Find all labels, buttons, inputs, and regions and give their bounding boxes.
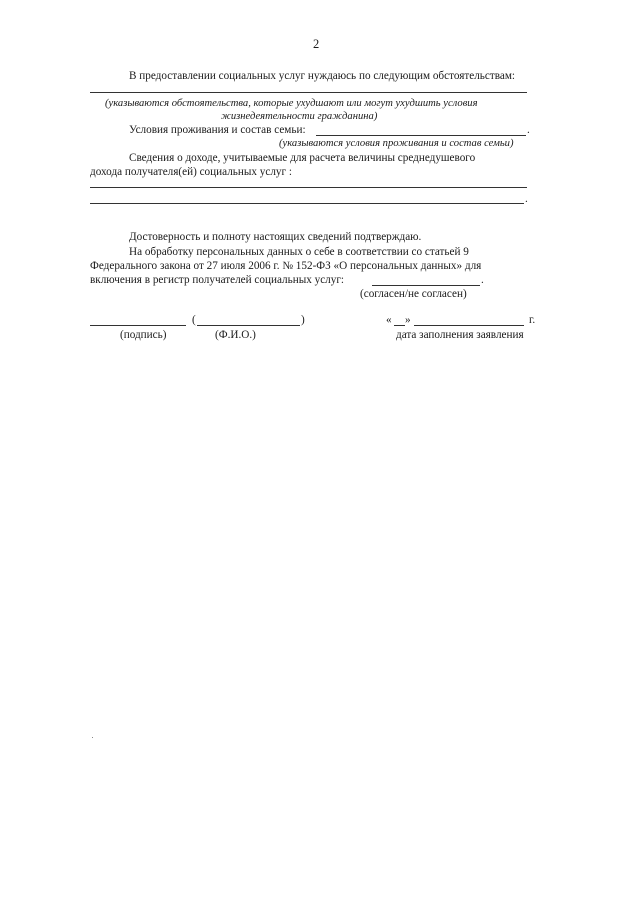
- needs-hint-line1: (указываются обстоятельства, которые ухудшают или могут ухудшить условия: [105, 98, 478, 109]
- fio-fill-line[interactable]: [197, 325, 300, 326]
- date-month-fill-line[interactable]: [414, 325, 524, 326]
- living-period: .: [527, 124, 530, 136]
- fio-paren-close: ): [301, 314, 305, 326]
- living-hint: (указываются условия проживания и состав семьи): [279, 138, 514, 149]
- consent-period: .: [481, 274, 484, 286]
- needs-hint-line2: жизнедеятельности гражданина): [221, 111, 378, 122]
- consent-hint: (согласен/не согласен): [360, 288, 467, 300]
- page-number: 2: [313, 37, 320, 51]
- income-fill-line2[interactable]: [90, 203, 524, 204]
- confirm-text: Достоверность и полноту настоящих сведений подтверждаю.: [129, 231, 422, 243]
- income-fill-line1[interactable]: [90, 187, 527, 188]
- consent-line1: На обработку персональных данных о себе в соответствии со статьей 9: [129, 246, 469, 258]
- living-label: Условия проживания и состав семьи:: [129, 124, 306, 136]
- date-day-fill-line[interactable]: [394, 325, 405, 326]
- income-period: .: [525, 193, 528, 205]
- income-line1: Сведения о доходе, учитываемые для расчета величины среднедушевого: [129, 152, 476, 164]
- scan-speck: [92, 737, 93, 738]
- income-line2: дохода получателя(ей) социальных услуг :: [90, 166, 293, 178]
- signature-fill-line[interactable]: [90, 325, 186, 326]
- date-quote-open: «: [386, 314, 392, 326]
- fio-paren-open: (: [192, 314, 196, 326]
- date-quote-close: »: [405, 314, 411, 326]
- consent-fill-line[interactable]: [372, 285, 480, 286]
- consent-line2: Федерального закона от 27 июля 2006 г. № 152-ФЗ «О персональных данных» для: [90, 260, 482, 272]
- fio-label: (Ф.И.О.): [215, 329, 256, 341]
- signature-label: (подпись): [120, 329, 167, 341]
- consent-line3: включения в регистр получателей социальных услуг:: [90, 274, 345, 286]
- needs-intro: В предоставлении социальных услуг нуждаюсь по следующим обстоятельствам:: [129, 70, 516, 82]
- needs-fill-line[interactable]: [90, 92, 527, 93]
- living-fill-line[interactable]: [316, 135, 526, 136]
- date-label: дата заполнения заявления: [396, 329, 524, 341]
- date-year-suffix: г.: [529, 314, 536, 326]
